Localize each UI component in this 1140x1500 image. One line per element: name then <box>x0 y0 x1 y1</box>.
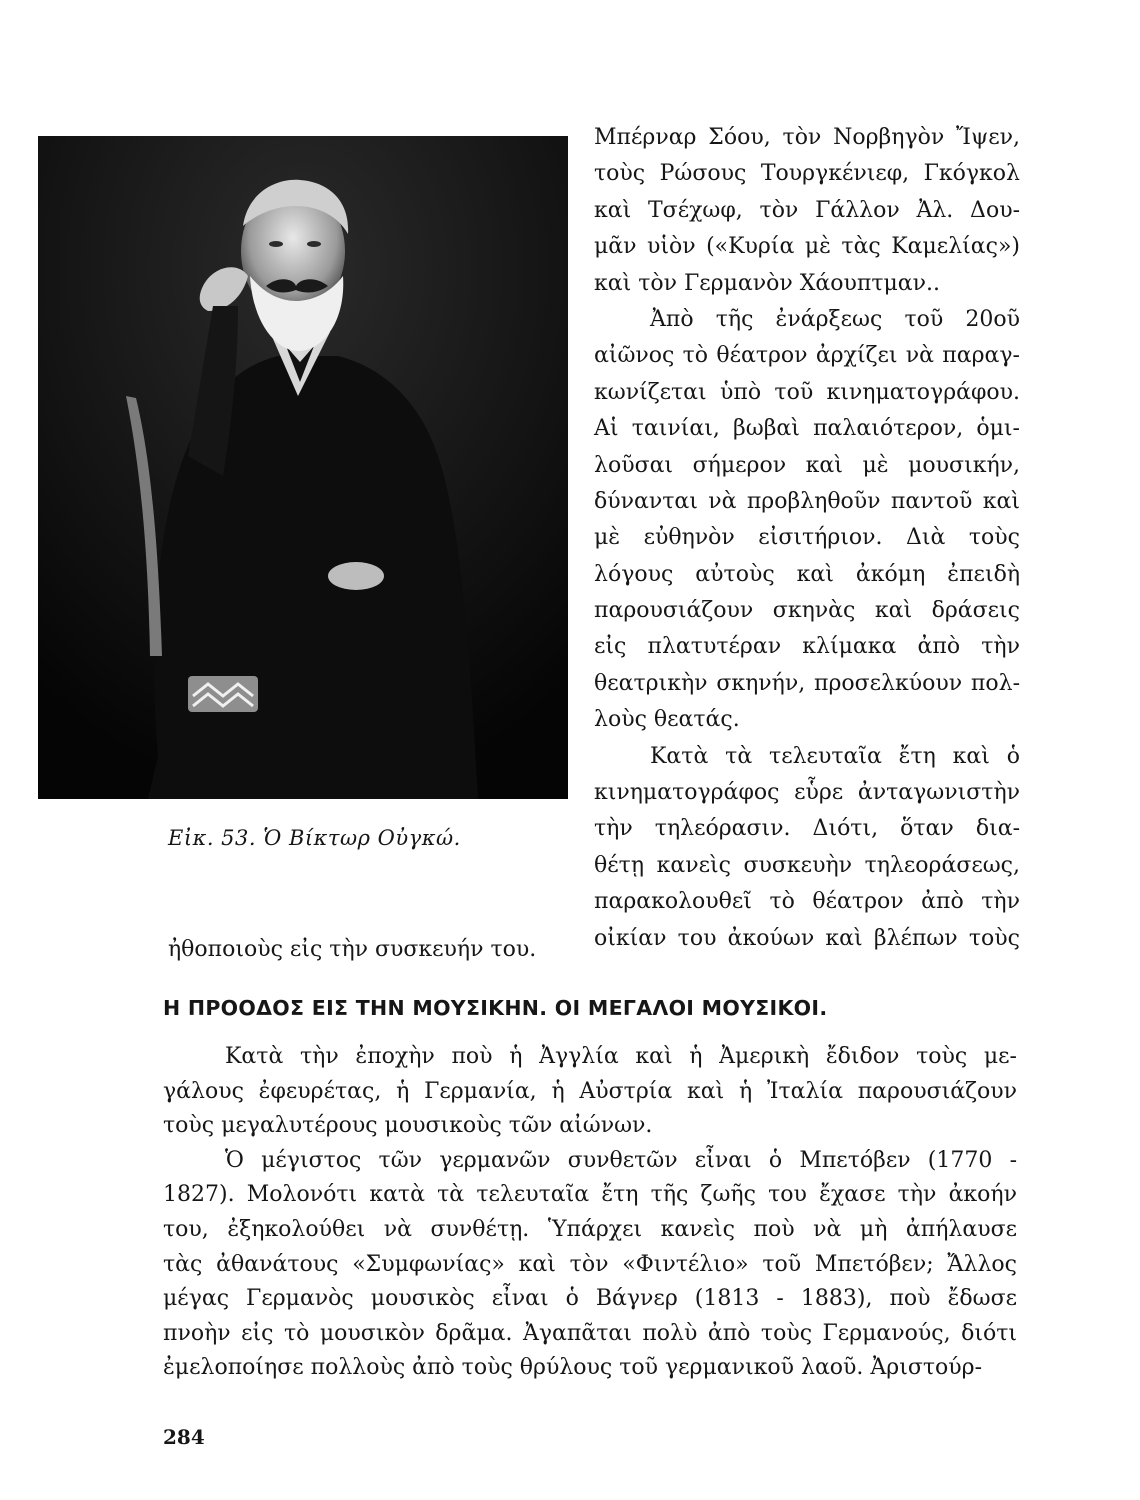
text-line: γάλους ἐφευρέτας, ἡ Γερμανία, ἡ Αὐστρία καὶ ἡ Ἰταλία παρουσιάζουν <box>163 1078 1017 1104</box>
text-line: καὶ τὸν Γερμανὸν Χάουπτμαν.. <box>594 270 941 296</box>
text-line: Αἱ ταινίαι, βωβαὶ παλαιότερον, ὁμι- <box>594 416 1020 442</box>
text-line: λοῦσαι σήμερον καὶ μὲ μουσικήν, <box>594 452 1020 478</box>
text-line: κινηματογράφος εὗρε ἀνταγωνιστὴν <box>594 780 1020 806</box>
text-line: μέγας Γερμανὸς μουσικὸς εἶναι ὁ Βάγνερ (1813 - 1883), ποὺ ἔδωσε <box>163 1286 1017 1312</box>
text-line: θέτῃ κανεὶς συσκευὴν τηλεοράσεως, <box>594 852 1020 878</box>
text-line: Ἀπὸ τῆς ἐνάρξεως τοῦ 20οῦ <box>650 306 1020 332</box>
page-number: 284 <box>163 1425 205 1449</box>
portrait-photo <box>38 136 568 799</box>
text-line: οἰκίαν του ἀκούων καὶ βλέπων τοὺς <box>594 925 1020 951</box>
text-line: καὶ Τσέχωφ, τὸν Γάλλον Ἀλ. Δου- <box>594 197 1020 223</box>
text-line: ἐμελοποίησε πολλοὺς ἀπὸ τοὺς θρύλους τοῦ γερμανικοῦ λαοῦ. Ἀριστούρ- <box>163 1355 983 1381</box>
portrait-image <box>38 136 568 799</box>
text-line: τὴν τηλεόρασιν. Διότι, ὅταν δια- <box>594 816 1020 842</box>
text-line: κωνίζεται ὑπὸ τοῦ κινηματογράφου. <box>594 379 1020 405</box>
text-line: μᾶν υἱὸν («Κυρία μὲ τὰς Καμελίας») <box>594 234 1020 260</box>
section-heading: Η ΠΡΟΟΔΟΣ ΕΙΣ ΤΗΝ ΜΟΥΣΙΚΗΝ. ΟΙ ΜΕΓΑΛΟΙ ΜΟΥΣΙΚΟΙ. <box>163 996 828 1020</box>
continuation-line: ἠθοποιοὺς εἰς τὴν συσκευήν του. <box>168 937 537 962</box>
text-line: αἰῶνος τὸ θέατρον ἀρχίζει νὰ παραγ- <box>594 343 1020 369</box>
figure-caption: Εἰκ. 53. Ὁ Βίκτωρ Οὐγκώ. <box>168 826 461 850</box>
text-line: πνοὴν εἰς τὸ μουσικὸν δρᾶμα. Ἀγαπᾶται πολὺ ἀπὸ τοὺς Γερμανούς, διότι <box>163 1320 1017 1346</box>
section-body <box>163 1040 1017 1386</box>
text-line: τοὺς μεγαλυτέρους μουσικοὺς τῶν αἰώνων. <box>163 1113 653 1139</box>
text-line: τοὺς Ρώσους Τουργκένιεφ, Γκόγκολ <box>594 161 1020 187</box>
text-line: λοὺς θεατάς. <box>594 707 740 733</box>
text-line: Ὁ μέγιστος τῶν γερμανῶν συνθετῶν εἶναι ὁ Μπετόβεν (1770 - <box>225 1147 1017 1173</box>
right-text-column <box>594 120 1020 957</box>
text-line: εἰς πλατυτέραν κλίμακα ἀπὸ τὴν <box>594 634 1020 660</box>
text-line: παρουσιάζουν σκηνὰς καὶ δράσεις <box>594 598 1020 624</box>
text-line: Κατὰ τὴν ἐποχὴν ποὺ ἡ Ἀγγλία καὶ ἡ Ἀμερικὴ ἔδιδον τοὺς με- <box>225 1044 1017 1069</box>
text-line: Κατὰ τὰ τελευταῖα ἔτη καὶ ὁ <box>650 743 1020 769</box>
text-line: Μπέρναρ Σόου, τὸν Νορβηγὸν Ἴψεν, <box>594 125 1020 150</box>
text-line: θεατρικὴν σκηνήν, προσελκύουν πολ- <box>594 670 1020 696</box>
text-line: παρακολουθεῖ τὸ θέατρον ἀπὸ τὴν <box>594 889 1020 915</box>
text-line: λόγους αὐτοὺς καὶ ἀκόμη ἐπειδὴ <box>594 561 1020 587</box>
text-line: τὰς ἀθανάτους «Συμφωνίας» καὶ τὸν «Φιντέλιο» τοῦ Μπετόβεν; Ἄλλος <box>163 1251 1017 1277</box>
text-line: του, ἐξηκολούθει νὰ συνθέτῃ. Ὑπάρχει κανεὶς ποὺ νὰ μὴ ἀπήλαυσε <box>163 1216 1017 1242</box>
text-line: μὲ εὐθηνὸν εἰσιτήριον. Διὰ τοὺς <box>594 525 1020 551</box>
text-line: δύνανται νὰ προβληθοῦν παντοῦ καὶ <box>594 488 1020 514</box>
text-line: 1827). Μολονότι κατὰ τὰ τελευταῖα ἔτη τῆς ζωῆς του ἔχασε τὴν ἀκοήν <box>163 1182 1017 1208</box>
